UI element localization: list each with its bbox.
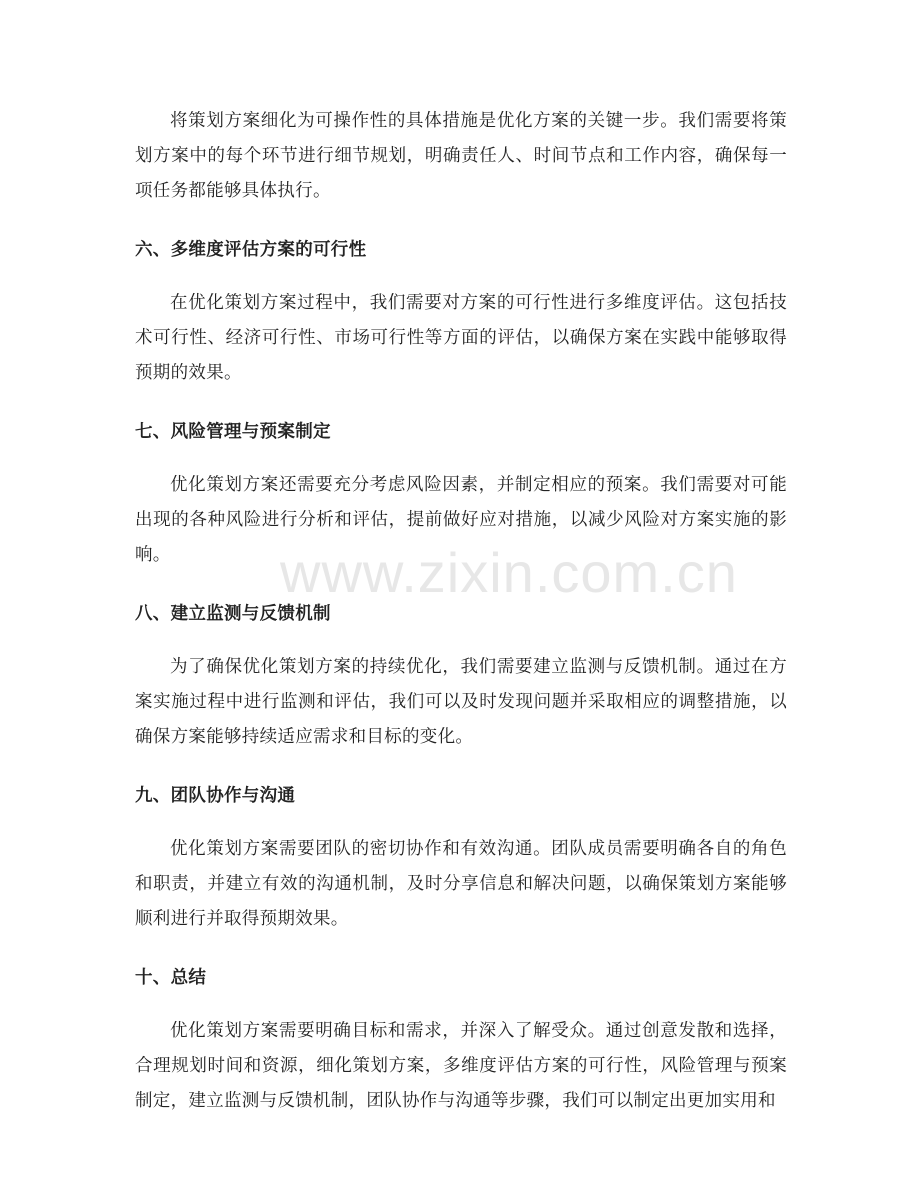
section-paragraph-8: 为了确保优化策划方案的持续优化，我们需要建立监测与反馈机制。通过在方案实施过程中进行监测和评估，我们可以及时发现问题并采取相应的调整措施，以确保方案能够持续适应需求和目标的变化。 [135,657,787,747]
section-paragraph-7: 优化策划方案还需要充分考虑风险因素，并制定相应的预案。我们需要对可能出现的各种风险进行分析和评估，提前做好应对措施，以减少风险对方案实施的影响。 [135,475,787,565]
document-body [135,104,787,1119]
section-paragraph-9: 优化策划方案需要团队的密切协作和有效沟通。团队成员需要明确各自的角色和职责，并建立有效的沟通机制，及时分享信息和解决问题，以确保策划方案能够顺利进行并取得预期效果。 [135,839,787,929]
section-heading-9: 九、团队协作与沟通 [135,786,296,806]
intro-paragraph: 将策划方案细化为可操作性的具体措施是优化方案的关键一步。我们需要将策划方案中的每个环节进行细节规划，明确责任人、时间节点和工作内容，确保每一项任务都能够具体执行。 [135,111,787,201]
section-heading-7: 七、风险管理与预案制定 [135,422,331,442]
watermark-text: www.zixin.com.cn [280,541,738,604]
section-heading-10: 十、总结 [135,968,207,988]
section-heading-6: 六、多维度评估方案的可行性 [135,240,367,260]
section-paragraph-6: 在优化策划方案过程中，我们需要对方案的可行性进行多维度评估。这包括技术可行性、经济可行性、市场可行性等方面的评估，以确保方案在实践中能够取得预期的效果。 [135,293,787,383]
section-heading-8: 八、建立监测与反馈机制 [135,604,331,624]
section-paragraph-10: 优化策划方案需要明确目标和需求，并深入了解受众。通过创意发散和选择，合理规划时间和资源，细化策划方案，多维度评估方案的可行性，风险管理与预案制定，建立监测与反馈机制，团队协作与沟通等步骤，我们可以制定出更加实用和 [135,1021,787,1111]
